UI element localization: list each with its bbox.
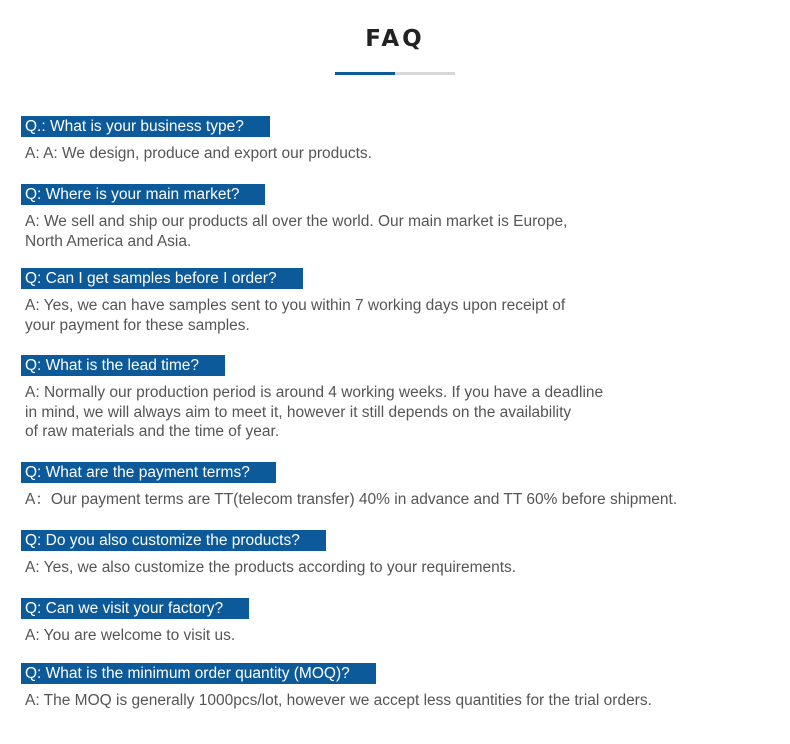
faq-item — [21, 355, 781, 442]
faq-item — [21, 268, 781, 335]
faq-item — [21, 116, 781, 164]
title-underline — [335, 72, 455, 75]
faq-question: Q: What is the minimum order quantity (MOQ)? — [21, 663, 376, 684]
faq-item — [21, 462, 781, 510]
faq-item — [21, 530, 781, 578]
page-title: FAQ — [365, 26, 425, 52]
faq-answer: A: A: We design, produce and export our products. — [25, 145, 372, 162]
faq-question: Q: Where is your main market? — [21, 184, 265, 205]
faq-answer: A: Yes, we can have samples sent to you within 7 working days upon receipt of your payment for these samples. — [25, 297, 566, 334]
faq-answer: A: The MOQ is generally 1000pcs/lot, however we accept less quantities for the trial orders. — [25, 692, 652, 709]
faq-item — [21, 184, 781, 251]
faq-answer: A: Normally our production period is around 4 working weeks. If you have a deadline in mind, we will always aim to meet it, however it still depends on the availability of raw materials and the time of year. — [25, 384, 604, 440]
faq-question: Q.: What is your business type? — [21, 116, 270, 137]
faq-question: Q: What are the payment terms? — [21, 462, 276, 483]
faq-answer: A: We sell and ship our products all over the world. Our main market is Europe, North America and Asia. — [25, 213, 568, 250]
faq-answer: A: Yes, we also customize the products according to your requirements. — [25, 559, 517, 576]
faq-question: Q: What is the lead time? — [21, 355, 225, 376]
faq-item — [21, 598, 781, 646]
faq-answer: A: You are welcome to visit us. — [25, 627, 236, 644]
title-underline-accent — [335, 72, 395, 75]
faq-question: Q: Can I get samples before I order? — [21, 268, 303, 289]
faq-item — [21, 663, 781, 711]
faq-question: Q: Can we visit your factory? — [21, 598, 249, 619]
faq-question: Q: Do you also customize the products? — [21, 530, 326, 551]
faq-answer: A：Our payment terms are TT(telecom transfer) 40% in advance and TT 60% before shipment. — [25, 491, 678, 508]
